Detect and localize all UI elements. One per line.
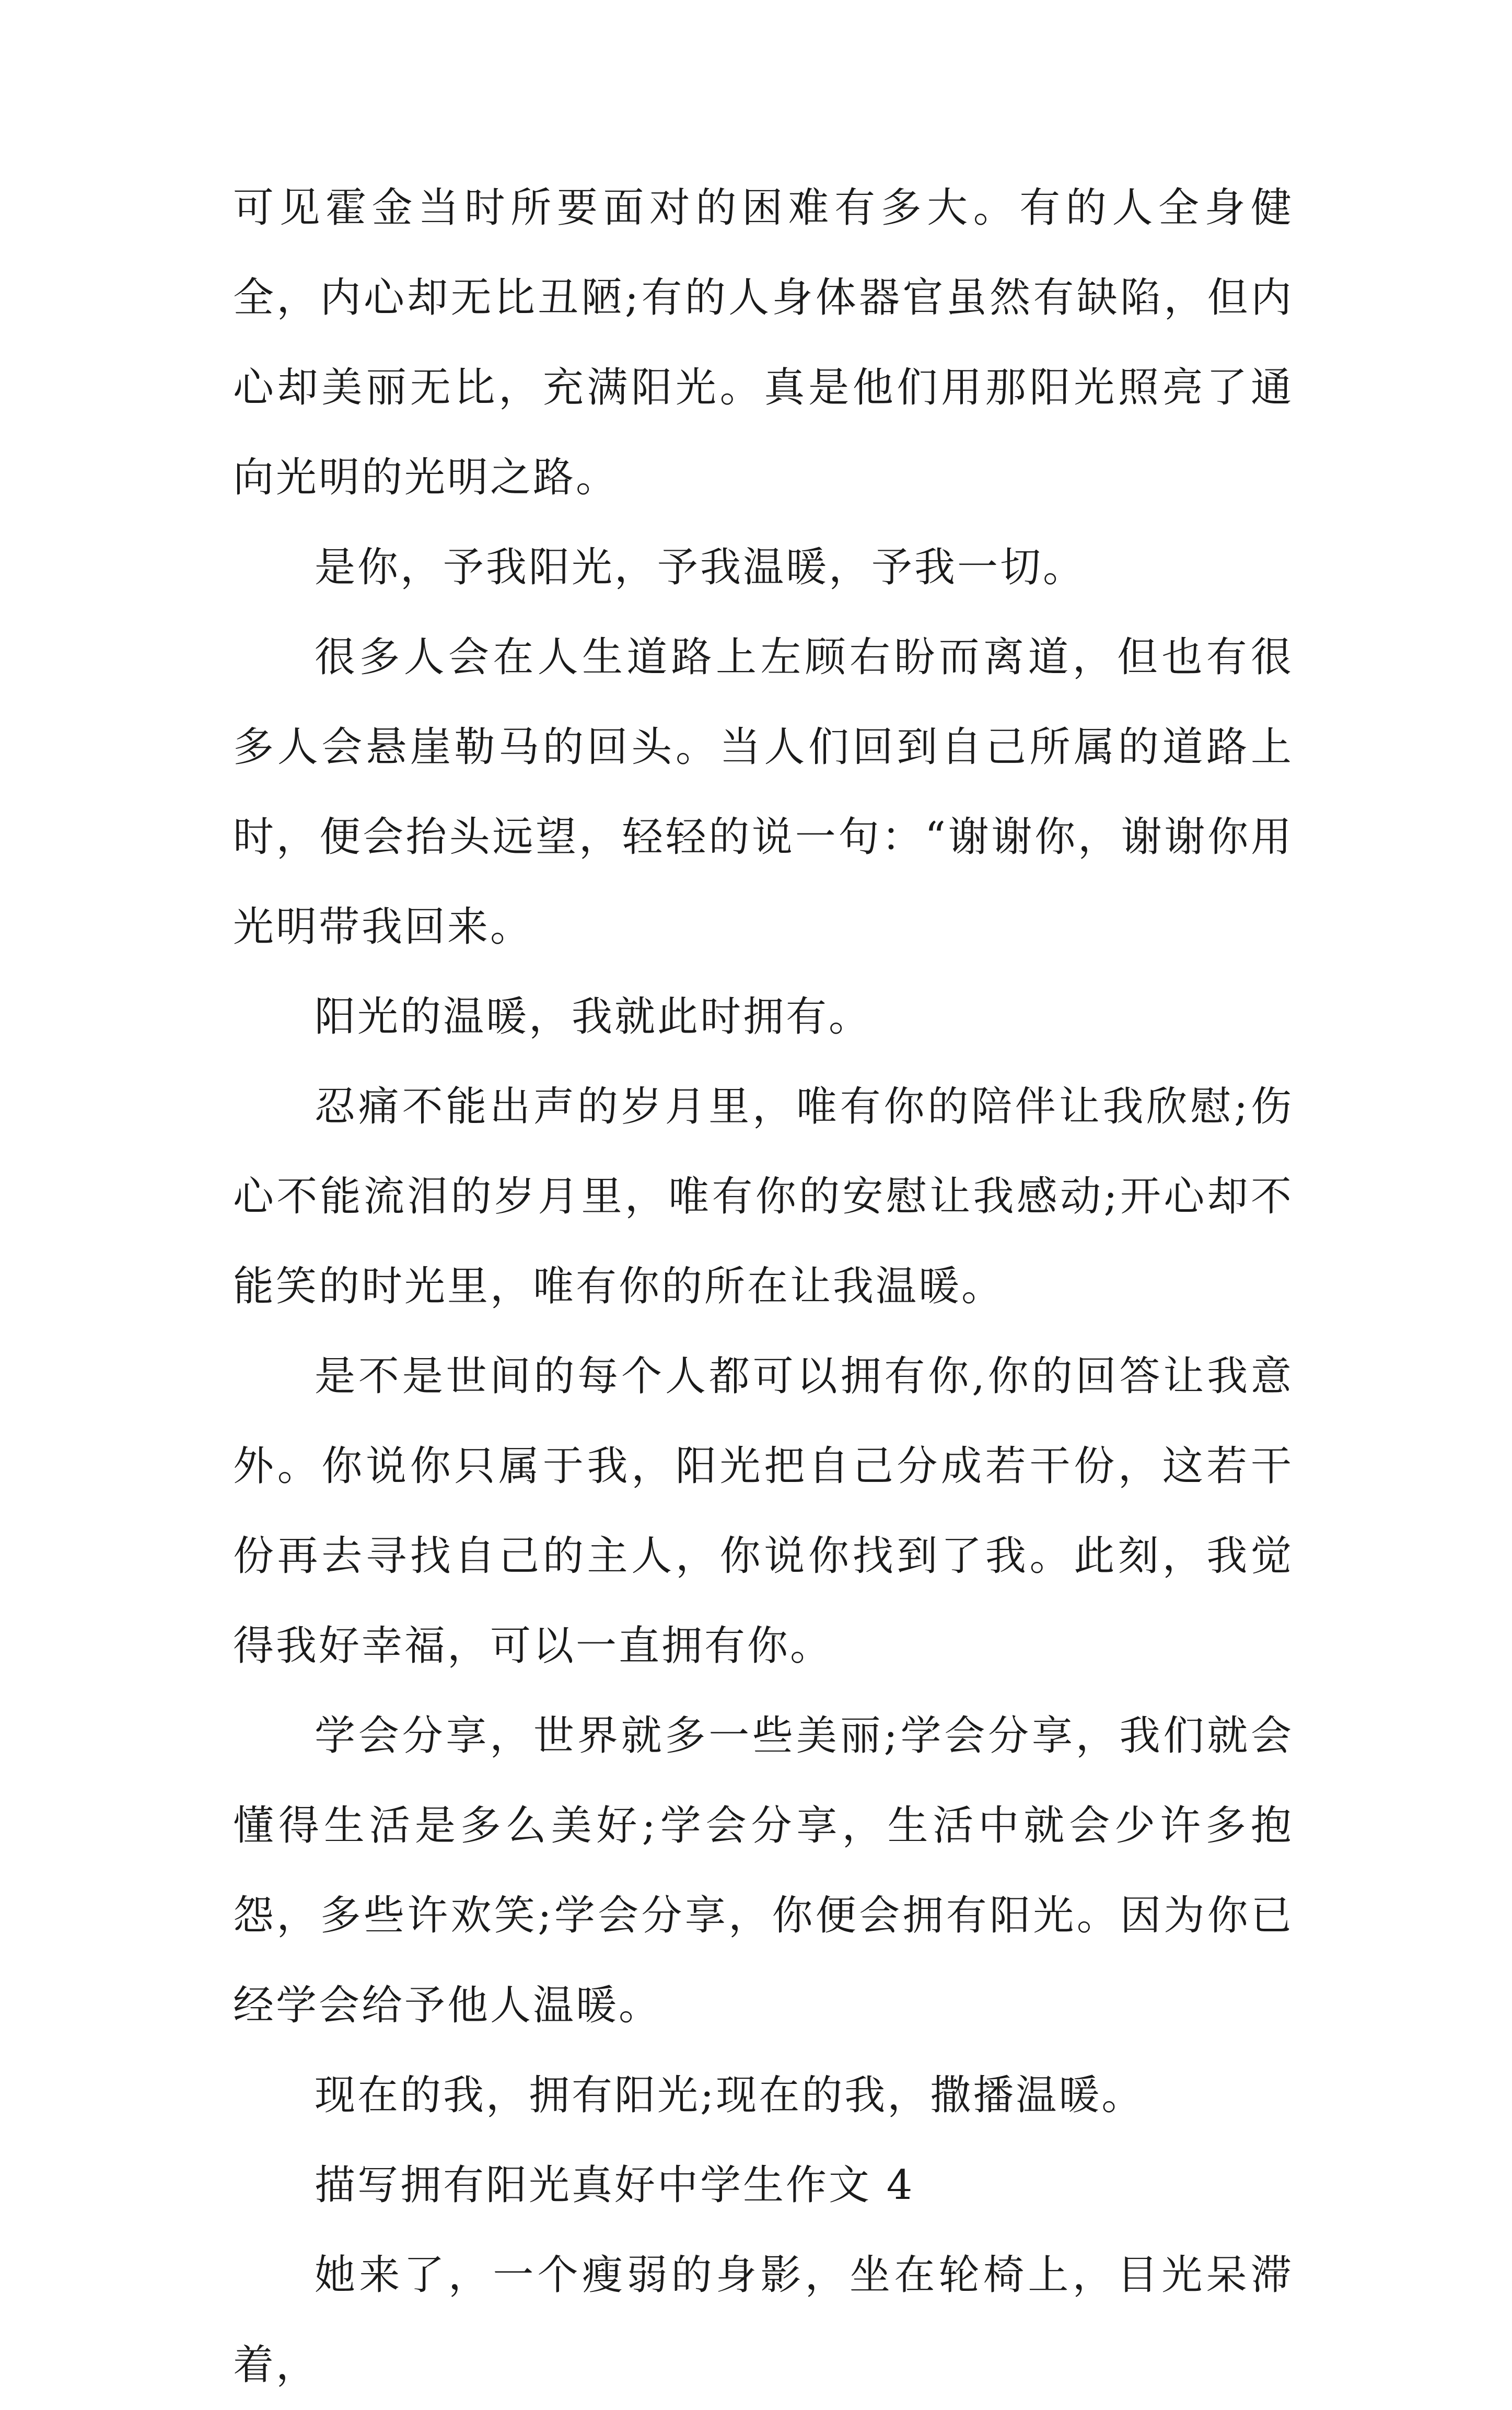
- paragraph: 她来了，一个瘦弱的身影，坐在轮椅上，目光呆滞着，: [233, 2252, 1294, 2389]
- paragraph: 是不是世间的每个人都可以拥有你,你的回答让我意外。你说你只属于我，阳光把自己分成若干份，这若干份再去寻找自己的主人，你说你找到了我。此刻，我觉得我好幸福，可以一直拥有你。: [233, 1353, 1294, 1670]
- body-text: [233, 163, 1294, 2410]
- paragraph: 很多人会在人生道路上左顾右盼而离道，但也有很多人会悬崖勒马的回头。当人们回到自己所属的道路上时，便会抬头远望，轻轻的说一句：“谢谢你，谢谢你用光明带我回来。: [233, 634, 1294, 951]
- paragraph: 是你，予我阳光，予我温暖，予我一切。: [315, 544, 1086, 591]
- section-heading: 描写拥有阳光真好中学生作文 4: [315, 2162, 915, 2209]
- paragraph: 阳光的温暖，我就此时拥有。: [315, 993, 872, 1040]
- paragraph: 忍痛不能出声的岁月里，唯有你的陪伴让我欣慰;伤心不能流泪的岁月里，唯有你的安慰让我感动;开心却不能笑的时光里，唯有你的所在让我温暖。: [233, 1083, 1294, 1310]
- paragraph: 现在的我，拥有阳光;现在的我，撒播温暖。: [315, 2072, 1145, 2119]
- paragraph: 学会分享，世界就多一些美丽;学会分享，我们就会懂得生活是多么美好;学会分享，生活中就会少许多抱怨，多些许欢笑;学会分享，你便会拥有阳光。因为你已经学会给予他人温暖。: [233, 1712, 1294, 2029]
- paragraph-continued: 可见霍金当时所要面对的困难有多大。有的人全身健全，内心却无比丑陋;有的人身体器官虽然有缺陷，但内心却美丽无比，充满阳光。真是他们用那阳光照亮了通向光明的光明之路。: [233, 184, 1294, 501]
